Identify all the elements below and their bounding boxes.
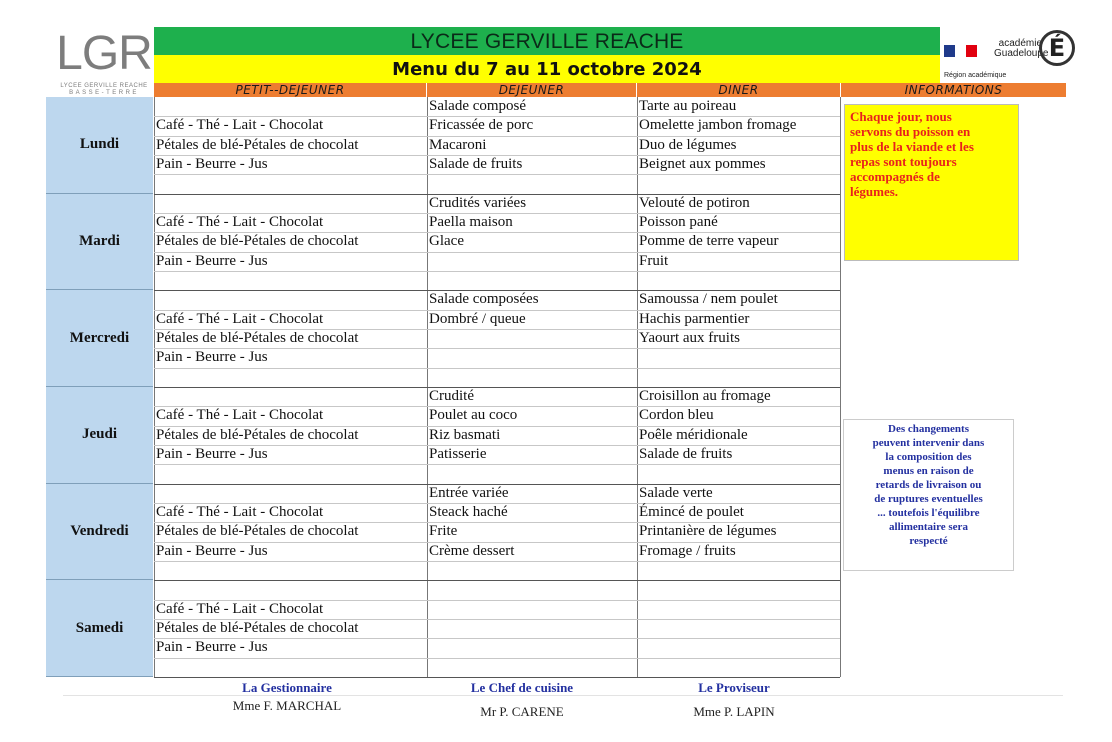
menu-cell-dinner: Samoussa / nem poulet: [639, 291, 778, 307]
menu-cell-dinner: Yaourt aux fruits: [639, 330, 740, 346]
menu-cell-dinner: Tarte au poireau: [639, 98, 737, 114]
grid-row-line: [154, 677, 840, 678]
signature-name-principal: Mme P. LAPIN: [693, 704, 775, 719]
menu-cell-breakfast: Pétales de blé-Pétales de chocolat: [156, 330, 359, 346]
menu-cell-breakfast: Pain - Beurre - Jus: [156, 446, 268, 462]
menu-cell-lunch: Entrée variée: [429, 485, 509, 501]
menu-cell-lunch: [429, 619, 634, 638]
menu-cell-lunch: Crème dessert: [429, 543, 515, 559]
column-header-breakfast: PETIT--DEJEUNER: [154, 83, 426, 97]
academy-logo: [940, 27, 1068, 83]
menu-cell-lunch: [429, 464, 634, 483]
menu-cell-lunch: Steack haché: [429, 504, 508, 520]
menu-cell-breakfast: [156, 658, 424, 677]
menu-cell-dinner: [639, 561, 838, 580]
menu-cell-dinner: Fruit: [639, 253, 669, 269]
menu-cell-lunch: [429, 368, 634, 387]
menu-cell-lunch: [429, 600, 634, 619]
menu-cell-dinner: [639, 271, 838, 290]
menu-cell-dinner: Croisillon au fromage: [639, 388, 771, 404]
info-line: menus en raison de: [883, 465, 974, 477]
menu-cell-breakfast: Pain - Beurre - Jus: [156, 253, 268, 269]
french-flag-icon: [944, 44, 978, 56]
info-line: la composition des: [885, 451, 972, 463]
menu-cell-breakfast: [156, 464, 424, 483]
academy-word: académie: [998, 38, 1042, 49]
column-header-lunch: DEJEUNER: [427, 83, 636, 97]
info-line: Des changements: [888, 423, 969, 435]
menu-cell-dinner: [639, 638, 838, 657]
menu-cell-breakfast: Pain - Beurre - Jus: [156, 543, 268, 559]
menu-cell-breakfast: [156, 290, 424, 309]
signature-title-principal: Le Proviseur: [698, 680, 770, 695]
day-label-mercredi: Mercredi: [46, 290, 153, 387]
info-line: peuvent intervenir dans: [872, 437, 985, 449]
info-line: repas sont toujours: [850, 154, 957, 169]
menu-cell-lunch: Crudité: [429, 388, 474, 404]
info-box-daily: [844, 104, 1019, 261]
page-title: LYCEE GERVILLE REACHE: [154, 27, 940, 55]
menu-cell-lunch: [429, 580, 634, 599]
menu-cell-dinner: Velouté de potiron: [639, 195, 750, 211]
logo-school-name: LYCEE GERVILLE REACHE: [60, 83, 148, 89]
republic-mark: [944, 58, 980, 64]
menu-cell-dinner: Hachis parmentier: [639, 311, 750, 327]
column-header-info: INFORMATIONS: [841, 83, 1066, 97]
menu-cell-breakfast: Pétales de blé-Pétales de chocolat: [156, 620, 359, 636]
menu-cell-breakfast: Pain - Beurre - Jus: [156, 156, 268, 172]
grid-column-line: [840, 97, 841, 677]
day-label-vendredi: Vendredi: [46, 484, 153, 581]
signature-name-manager: Mme F. MARCHAL: [232, 698, 342, 713]
menu-cell-breakfast: Pétales de blé-Pétales de chocolat: [156, 233, 359, 249]
menu-cell-dinner: Poisson pané: [639, 214, 718, 230]
menu-cell-lunch: Frite: [429, 523, 458, 539]
menu-cell-dinner: [639, 174, 838, 193]
academy-e-icon: É: [1039, 30, 1075, 66]
menu-cell-dinner: Printanière de légumes: [639, 523, 777, 539]
menu-cell-lunch: Salade composé: [429, 98, 527, 114]
menu-cell-dinner: [639, 580, 838, 599]
menu-cell-breakfast: [156, 97, 424, 116]
menu-cell-breakfast: Pétales de blé-Pétales de chocolat: [156, 137, 359, 153]
menu-cell-breakfast: Café - Thé - Lait - Chocolat: [156, 117, 324, 133]
menu-cell-dinner: [639, 658, 838, 677]
menu-period: Menu du 7 au 11 octobre 2024: [154, 55, 940, 83]
signature-name-chef: Mr P. CARENE: [480, 704, 564, 719]
menu-cell-lunch: [429, 561, 634, 580]
menu-cell-lunch: [429, 174, 634, 193]
menu-cell-breakfast: [156, 271, 424, 290]
menu-cell-lunch: [429, 348, 634, 367]
menu-cell-lunch: [429, 658, 634, 677]
menu-cell-lunch: [429, 329, 634, 348]
info-line: accompagnés de: [850, 169, 940, 184]
academy-region-label: Région académique: [944, 72, 1007, 79]
menu-cell-lunch: Glace: [429, 233, 464, 249]
academy-region-word: Guadeloupe: [994, 48, 1049, 59]
menu-cell-lunch: Poulet au coco: [429, 407, 518, 423]
menu-cell-breakfast: [156, 368, 424, 387]
logo-letters: LGR: [56, 27, 152, 80]
menu-cell-breakfast: [156, 580, 424, 599]
menu-cell-lunch: [429, 271, 634, 290]
menu-cell-lunch: Salade de fruits: [429, 156, 523, 172]
day-label-samedi: Samedi: [46, 580, 153, 677]
info-box-changes: [843, 419, 1014, 571]
menu-cell-dinner: Salade verte: [639, 485, 713, 501]
menu-cell-lunch: Fricassée de porc: [429, 117, 534, 133]
menu-cell-lunch: [429, 638, 634, 657]
menu-cell-lunch: Riz basmati: [429, 427, 501, 443]
menu-cell-dinner: Beignet aux pommes: [639, 156, 766, 172]
menu-cell-breakfast: [156, 484, 424, 503]
menu-cell-dinner: [639, 619, 838, 638]
menu-cell-breakfast: [156, 387, 424, 406]
info-line: plus de la viande et les: [850, 139, 974, 154]
menu-cell-breakfast: [156, 194, 424, 213]
info-line: servons du poisson en: [850, 124, 971, 139]
logo-town: BASSE-TERRE: [69, 90, 139, 96]
menu-cell-breakfast: Café - Thé - Lait - Chocolat: [156, 601, 324, 617]
menu-cell-dinner: Émincé de poulet: [639, 504, 744, 520]
menu-cell-lunch: Salade composées: [429, 291, 539, 307]
menu-cell-dinner: Cordon bleu: [639, 407, 714, 423]
info-line: ... toutefois l'équilibre: [877, 507, 980, 519]
menu-cell-dinner: Omelette jambon fromage: [639, 117, 797, 133]
menu-cell-breakfast: Café - Thé - Lait - Chocolat: [156, 214, 324, 230]
menu-cell-lunch: Paella maison: [429, 214, 513, 230]
menu-cell-breakfast: Pétales de blé-Pétales de chocolat: [156, 427, 359, 443]
signature-title-manager: La Gestionnaire: [242, 680, 332, 695]
menu-cell-dinner: Pomme de terre vapeur: [639, 233, 779, 249]
menu-cell-breakfast: Pain - Beurre - Jus: [156, 639, 268, 655]
day-label-jeudi: Jeudi: [46, 387, 153, 484]
menu-cell-dinner: Fromage / fruits: [639, 543, 736, 559]
signature-title-chef: Le Chef de cuisine: [470, 680, 574, 695]
menu-cell-dinner: [639, 464, 838, 483]
menu-cell-lunch: Patisserie: [429, 446, 487, 462]
info-line: légumes.: [850, 184, 899, 199]
info-line: allimentaire sera: [889, 521, 968, 533]
menu-cell-breakfast: Pétales de blé-Pétales de chocolat: [156, 523, 359, 539]
menu-cell-dinner: [639, 600, 838, 619]
info-line: respecté: [909, 535, 948, 547]
menu-cell-breakfast: Café - Thé - Lait - Chocolat: [156, 311, 324, 327]
menu-cell-breakfast: Café - Thé - Lait - Chocolat: [156, 407, 324, 423]
menu-cell-dinner: Poêle méridionale: [639, 427, 748, 443]
academy-name: [994, 38, 1049, 59]
column-header-dinner: DINER: [637, 83, 840, 97]
menu-cell-lunch: [429, 252, 634, 271]
info-line: de ruptures eventuelles: [874, 493, 983, 505]
menu-cell-lunch: Macaroni: [429, 137, 487, 153]
menu-cell-dinner: Salade de fruits: [639, 446, 733, 462]
info-line: retards de livraison ou: [875, 479, 982, 491]
menu-cell-breakfast: Café - Thé - Lait - Chocolat: [156, 504, 324, 520]
menu-cell-breakfast: [156, 174, 424, 193]
menu-cell-lunch: Dombré / queue: [429, 311, 526, 327]
menu-cell-breakfast: [156, 561, 424, 580]
day-label-lundi: Lundi: [46, 97, 153, 194]
menu-cell-lunch: Crudités variées: [429, 195, 527, 211]
menu-cell-dinner: Duo de légumes: [639, 137, 737, 153]
menu-cell-dinner: [639, 368, 838, 387]
menu-cell-dinner: [639, 348, 838, 367]
day-label-mardi: Mardi: [46, 194, 153, 291]
info-line: Chaque jour, nous: [850, 109, 952, 124]
menu-cell-breakfast: Pain - Beurre - Jus: [156, 349, 268, 365]
